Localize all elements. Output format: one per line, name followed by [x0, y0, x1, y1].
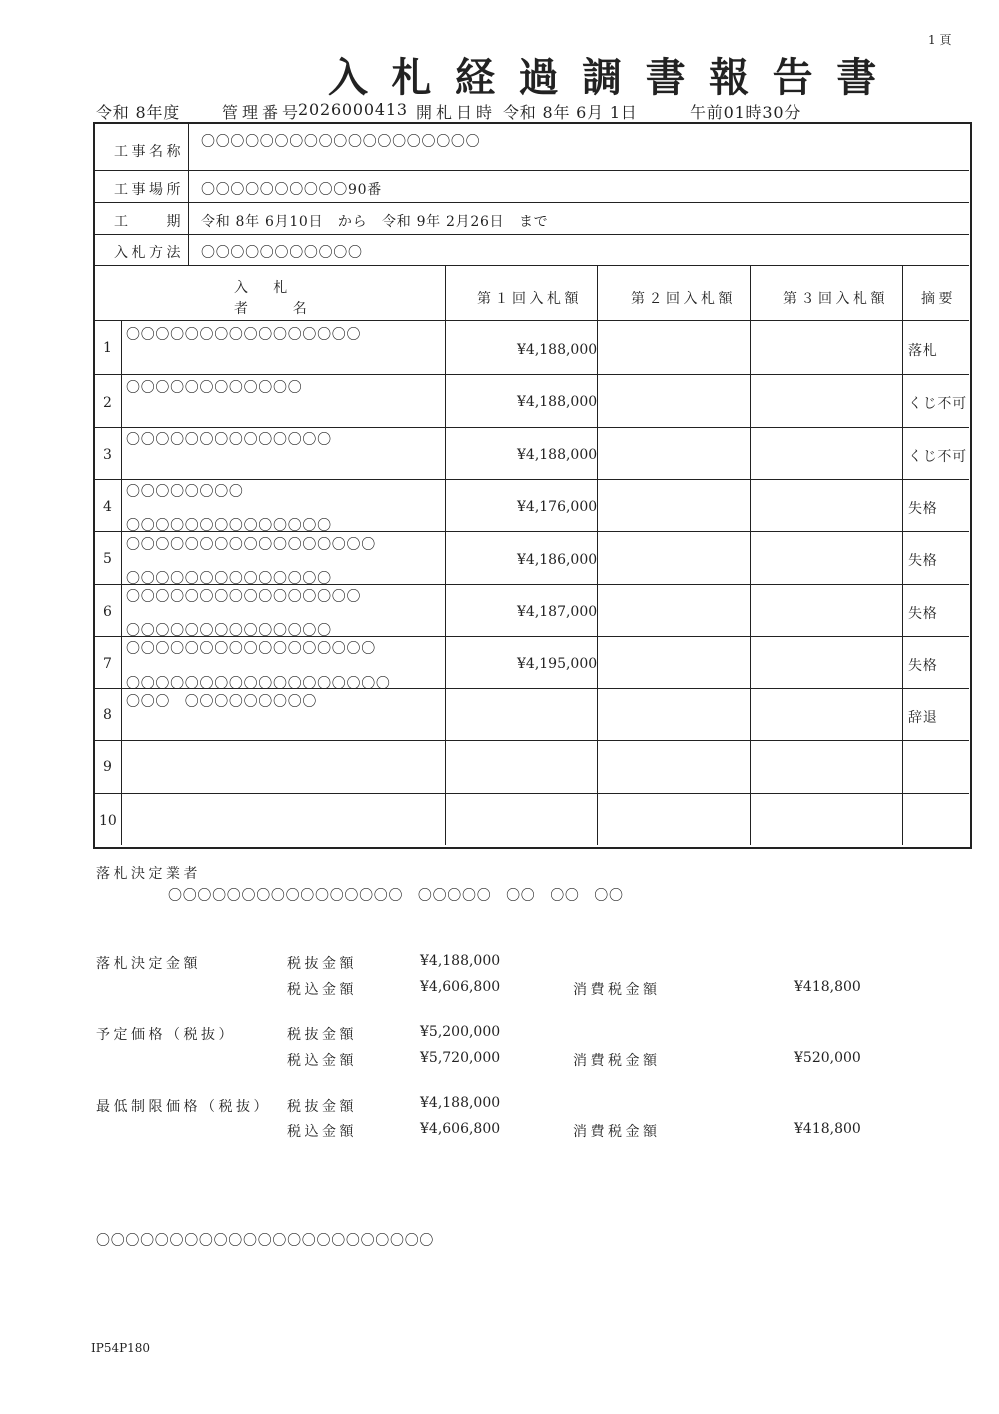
tax-amount: ¥418,800: [794, 979, 861, 995]
bidder-name-line2: 〇〇〇〇〇〇〇〇〇〇〇〇〇〇〇〇〇〇: [126, 676, 391, 692]
row-number: 7: [103, 656, 112, 672]
row-number: 10: [99, 813, 117, 829]
bidder-name-line2: 〇〇〇〇〇〇〇〇〇〇〇〇〇〇: [126, 623, 332, 639]
winner-value: 〇〇〇〇〇〇〇〇〇〇〇〇〇〇〇〇 〇〇〇〇〇 〇〇 〇〇 〇〇: [168, 888, 624, 904]
inc-tax-amount: ¥4,606,800: [420, 1121, 501, 1137]
period-value: 令和 8年 6月10日 から 令和 9年 2月26日 まで: [201, 214, 549, 230]
row-number: 6: [103, 604, 112, 620]
row-number: 9: [103, 759, 112, 775]
control-no: 2026000413: [298, 100, 408, 119]
exc-tax-label: 税抜金額: [287, 1027, 357, 1043]
exc-tax-amount: ¥4,188,000: [420, 953, 501, 969]
bidder-name: 〇〇〇〇〇〇〇〇〇〇〇〇〇〇〇〇: [126, 327, 362, 343]
place-value: 〇〇〇〇〇〇〇〇〇〇90番: [201, 182, 382, 198]
bidder-header-2: 者 名: [234, 301, 313, 317]
planned-price-label: 予定価格（税抜）: [96, 1027, 236, 1043]
bidder-name: 〇〇〇〇〇〇〇〇〇〇〇〇〇〇〇〇〇: [126, 537, 376, 553]
date-label: 開札日時: [416, 103, 497, 122]
col-header-round1: 第１回入札額: [477, 291, 582, 307]
bidder-header-1: 入 札: [234, 280, 293, 296]
period-label: 工 期: [114, 214, 184, 230]
bidder-name: 〇〇〇〇〇〇〇〇〇〇〇〇〇〇〇〇: [126, 589, 362, 605]
bid-amount: ¥4,186,000: [517, 552, 598, 568]
bid-note: 失格: [908, 658, 938, 674]
bid-note: 失格: [908, 501, 938, 517]
col-header-note: 摘要: [921, 291, 956, 307]
bidder-name: 〇〇〇〇〇〇〇〇〇〇〇〇〇〇: [126, 432, 332, 448]
exc-tax-label: 税抜金額: [287, 956, 357, 972]
inc-tax-label: 税込金額: [287, 1053, 357, 1069]
exc-tax-amount: ¥4,188,000: [420, 1095, 501, 1111]
winner-label: 落札決定業者: [96, 866, 201, 882]
project-name-label: 工事名称: [114, 144, 184, 160]
minimum-price-label: 最低制限価格（税抜）: [96, 1099, 271, 1115]
method-label: 入札方法: [114, 245, 184, 261]
bid-amount: ¥4,188,000: [517, 342, 598, 358]
inc-tax-label: 税込金額: [287, 1124, 357, 1140]
bid-amount: ¥4,188,000: [517, 394, 598, 410]
tax-label: 消費税金額: [573, 982, 661, 998]
bidder-name-line2: 〇〇〇〇〇〇〇〇〇〇〇〇〇〇: [126, 571, 332, 587]
col-header-round3: 第３回入札額: [783, 291, 888, 307]
method-value: 〇〇〇〇〇〇〇〇〇〇〇: [201, 245, 363, 261]
form-code: IP54P180: [91, 1341, 151, 1355]
exc-tax-label: 税抜金額: [287, 1099, 357, 1115]
bidder-name: 〇〇〇〇〇〇〇〇〇〇〇〇: [126, 380, 303, 396]
exc-tax-amount: ¥5,200,000: [420, 1024, 501, 1040]
opening-date: 令和 8年 6月 1日: [503, 103, 638, 122]
bidder-name: 〇〇〇〇〇〇〇〇: [126, 484, 244, 500]
col-header-round2: 第２回入札額: [631, 291, 736, 307]
row-number: 8: [103, 707, 112, 723]
row-number: 1: [103, 340, 112, 356]
bid-note: くじ不可: [908, 449, 967, 465]
bid-amount: ¥4,176,000: [517, 499, 598, 515]
bid-note: 失格: [908, 553, 938, 569]
bid-amount: ¥4,195,000: [517, 656, 598, 672]
bidder-name: 〇〇〇〇〇〇〇〇〇〇〇〇〇〇〇〇〇: [126, 641, 376, 657]
bid-amount: ¥4,187,000: [517, 604, 598, 620]
project-name-value: 〇〇〇〇〇〇〇〇〇〇〇〇〇〇〇〇〇〇〇: [201, 134, 481, 150]
bidder-name-line2: 〇〇〇〇〇〇〇〇〇〇〇〇〇〇: [126, 518, 332, 534]
footer-note: 〇〇〇〇〇〇〇〇〇〇〇〇〇〇〇〇〇〇〇〇〇〇〇: [96, 1233, 435, 1249]
row-number: 5: [103, 551, 112, 567]
place-label: 工事場所: [114, 182, 184, 198]
row-number: 4: [103, 499, 112, 515]
row-number: 2: [103, 395, 112, 411]
award-amount-label: 落札決定金額: [96, 956, 201, 972]
bid-note: 失格: [908, 606, 938, 622]
inc-tax-label: 税込金額: [287, 982, 357, 998]
row-number: 3: [103, 447, 112, 463]
bid-note: 落札: [908, 343, 938, 359]
tax-amount: ¥520,000: [794, 1050, 861, 1066]
bid-note: 辞退: [908, 710, 938, 726]
inc-tax-amount: ¥5,720,000: [420, 1050, 501, 1066]
page-number: 1 頁: [928, 33, 952, 47]
bid-note: くじ不可: [908, 396, 967, 412]
tax-label: 消費税金額: [573, 1124, 661, 1140]
fiscal-year: 令和 8年度: [96, 103, 181, 122]
bid-amount: ¥4,188,000: [517, 447, 598, 463]
inc-tax-amount: ¥4,606,800: [420, 979, 501, 995]
tax-amount: ¥418,800: [794, 1121, 861, 1137]
opening-time: 午前01時30分: [690, 103, 802, 122]
bidder-name: 〇〇〇 〇〇〇〇〇〇〇〇〇: [126, 694, 318, 710]
document-title: 入 札 経 過 調 書 報 告 書: [328, 54, 882, 101]
tax-label: 消費税金額: [573, 1053, 661, 1069]
control-no-label: 管理番号: [222, 103, 303, 122]
